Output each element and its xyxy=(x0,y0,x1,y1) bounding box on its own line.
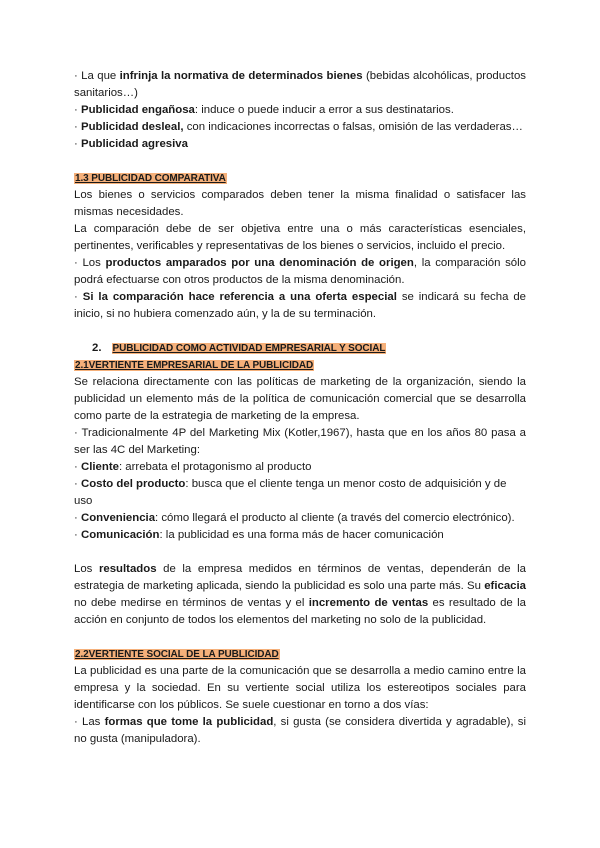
paragraph: · Las formas que tome la publicidad, si gusta (se considera divertida y agradable), si no gusta (manipuladora). xyxy=(74,716,526,745)
paragraph: · Si la comparación hace referencia a una oferta especial se indicará su fecha de inicio, si no hubiera comenzado aún, y la de su terminación. xyxy=(74,291,526,320)
list-item: · Comunicación: la publicidad es una forma más de hacer comunicación xyxy=(74,529,444,541)
list-item: · Publicidad agresiva xyxy=(74,138,188,150)
paragraph: La publicidad es una parte de la comunicación que se desarrolla a medio camino entre la empresa y la sociedad. En su vertiente social utiliza los estereotipos sociales para identificarse con los públicos. Se suele cuestionar en torno a dos vías: xyxy=(74,665,526,711)
paragraph: · Los productos amparados por una denominación de origen, la comparación sólo podrá efectuarse con otros productos de la misma denominación. xyxy=(74,257,526,286)
paragraph: Se relaciona directamente con las políticas de marketing de la organización, siendo la publicidad un elemento más de la política de comunicación comercial que se desarrolla como parte de la estrategia de marketing de la empresa. xyxy=(74,376,526,422)
section-heading-1-3: 1.3 PUBLICIDAD COMPARATIVA xyxy=(75,173,226,184)
list-item: · Conveniencia: cómo llegará el producto al cliente (a través del comercio electrónico). xyxy=(74,512,515,524)
list-item: · Publicidad desleal, con indicaciones incorrectas o falsas, omisión de las verdaderas… xyxy=(74,121,523,133)
section-number: 2. xyxy=(92,342,102,354)
paragraph: Los resultados de la empresa medidos en términos de ventas, dependerán de la estrategia de marketing aplicada, siendo la publicidad es solo una parte más. Su eficacia no debe medirse en términos de ventas y el incremento de ventas es resultado de la acción en conjunto de todos los elementos del marketing no solo de la publicidad. xyxy=(74,563,526,626)
paragraph: · Tradicionalmente 4P del Marketing Mix (Kotler,1967), hasta que en los años 80 pasa a ser las 4C del Marketing: xyxy=(74,427,526,456)
paragraph: La comparación debe de ser objetiva entre una o más características esenciales, pertinentes, verificables y representativas de los bienes o servicios, incluido el precio. xyxy=(74,223,526,252)
section-heading-2-2: 2.2VERTIENTE SOCIAL DE LA PUBLICIDAD xyxy=(75,649,279,660)
list-item: · La que infrinja la normativa de determinados bienes (bebidas alcohólicas, productos sanitarios…) xyxy=(74,70,526,99)
list-item: · Publicidad engañosa: induce o puede inducir a error a sus destinatarios. xyxy=(74,104,454,116)
section-heading-2: 2. PUBLICIDAD COMO ACTIVIDAD EMPRESARIAL Y SOCIAL xyxy=(92,342,386,354)
paragraph: Los bienes o servicios comparados deben tener la misma finalidad o satisfacer las mismas necesidades. xyxy=(74,189,526,218)
list-item: · Cliente: arrebata el protagonismo al producto xyxy=(74,461,312,473)
list-item: · Costo del producto: busca que el cliente tenga un menor costo de adquisición y de uso xyxy=(74,478,507,507)
section-heading-2-1: 2.1VERTIENTE EMPRESARIAL DE LA PUBLICIDAD xyxy=(75,360,314,371)
